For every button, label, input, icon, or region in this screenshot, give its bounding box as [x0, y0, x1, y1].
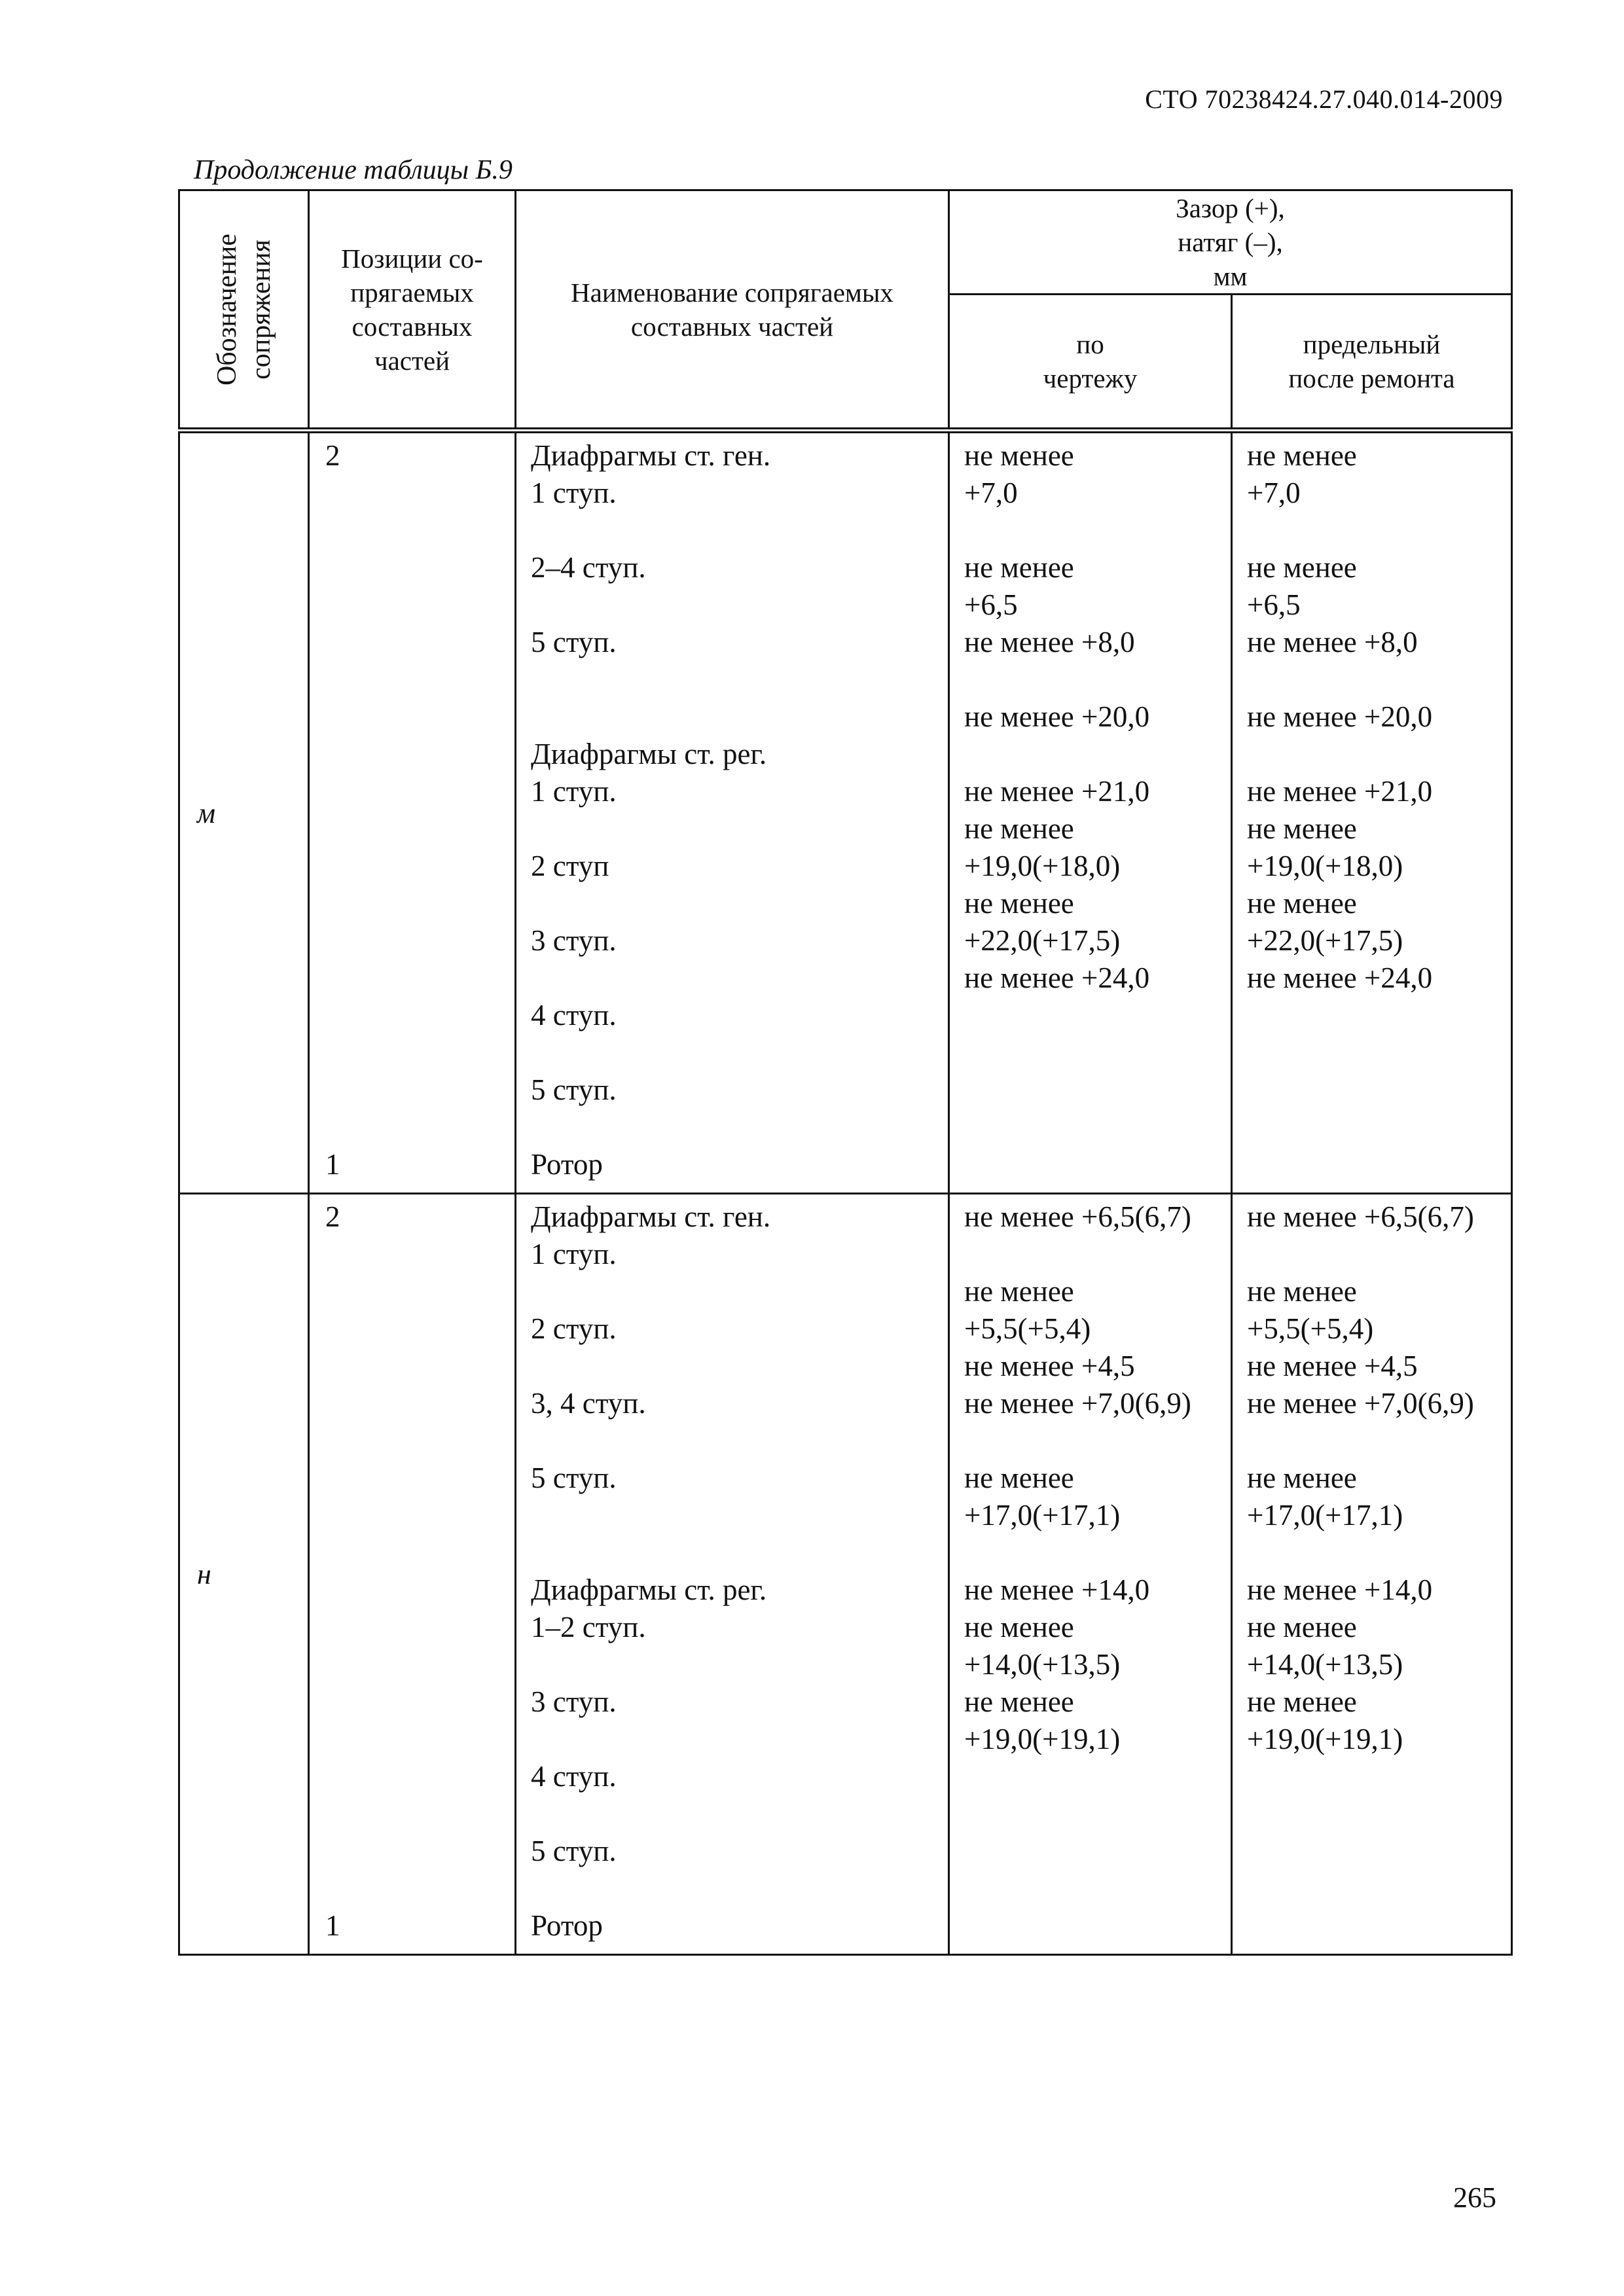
gap-limit-line: не менее +8,0 — [1247, 626, 1418, 658]
part-name-line: Ротор — [531, 1909, 603, 1942]
gap-by-drawing-line — [964, 1034, 1219, 1071]
gap-by-drawing-line: +19,0(+18,0) — [964, 850, 1121, 882]
position-cell — [309, 431, 516, 1194]
part-name-line: 3 ступ. — [531, 924, 617, 957]
position-line — [325, 1721, 503, 1758]
gap-by-drawing-line — [964, 1907, 1219, 1945]
gap-limit-line — [1247, 997, 1499, 1034]
part-name-line — [531, 1422, 936, 1460]
gap-by-drawing-line — [964, 736, 1219, 773]
gap-by-drawing-line — [964, 1071, 1219, 1109]
part-name-cell — [516, 1194, 949, 1955]
gap-limit-line: не менее +14,0 — [1247, 1573, 1433, 1606]
gap-limit-line: +22,0(+17,5) — [1247, 924, 1403, 957]
gap-by-drawing-line: не менее — [964, 439, 1074, 472]
position-line: 2 — [325, 1200, 340, 1233]
gap-by-drawing-line — [964, 1109, 1219, 1146]
gap-by-drawing-line: +17,0(+17,1) — [964, 1499, 1121, 1532]
part-name-line: 1 ступ. — [531, 476, 617, 509]
position-line — [325, 1460, 503, 1497]
position-line — [325, 885, 503, 922]
position-line — [325, 549, 503, 586]
part-name-line — [531, 1348, 936, 1385]
position-line: 2 — [325, 439, 340, 472]
position-line — [325, 1348, 503, 1385]
header-name — [516, 190, 949, 431]
part-name-line — [531, 512, 936, 549]
position-line: 1 — [325, 1909, 340, 1942]
part-name-line — [531, 661, 936, 698]
gap-limit-line — [1247, 1534, 1499, 1571]
part-name-line: 2 ступ — [531, 850, 609, 882]
gap-by-drawing-line: не менее +4,5 — [964, 1350, 1135, 1382]
gap-by-drawing-line — [964, 1758, 1219, 1795]
gap-limit-cell — [1232, 431, 1512, 1194]
part-name-line — [531, 1109, 936, 1146]
header-limit-text: предельный после ремонта — [1288, 329, 1455, 393]
gap-limit-cell — [1232, 1194, 1512, 1955]
gap-limit-line: не менее +20,0 — [1247, 700, 1433, 733]
gap-limit-line — [1247, 736, 1499, 773]
part-name-line: 4 ступ. — [531, 999, 617, 1031]
part-name-line: 3 ступ. — [531, 1685, 617, 1718]
part-name-line: 5 ступ. — [531, 1462, 617, 1494]
gap-by-drawing-line: не менее — [964, 1685, 1074, 1718]
part-name-line — [531, 1273, 936, 1310]
position-line — [325, 960, 503, 997]
gap-by-drawing-line: не менее — [964, 1611, 1074, 1643]
table-caption: Продолжение таблицы Б.9 — [194, 155, 513, 185]
gap-by-drawing-cell — [949, 1194, 1232, 1955]
position-line — [325, 736, 503, 773]
gap-by-drawing-line: +22,0(+17,5) — [964, 924, 1121, 957]
header-gap — [949, 190, 1512, 295]
position-line — [325, 922, 503, 960]
gap-limit-line: не менее — [1247, 887, 1357, 920]
part-name-line — [531, 960, 936, 997]
gap-limit-line: не менее — [1247, 1462, 1357, 1494]
gap-by-drawing-line — [964, 1146, 1219, 1183]
position-line — [325, 1534, 503, 1571]
part-name-line: Диафрагмы ст. рег. — [531, 1573, 767, 1606]
gap-limit-line — [1247, 1795, 1499, 1833]
gap-limit-line: не менее +7,0(6,9) — [1247, 1387, 1474, 1420]
part-name-line: 3, 4 ступ. — [531, 1387, 646, 1420]
part-name-line — [531, 1795, 936, 1833]
gap-limit-line — [1247, 1034, 1499, 1071]
position-line — [325, 1034, 503, 1071]
gap-by-drawing-line: не менее — [964, 551, 1074, 584]
gap-limit-line — [1247, 1870, 1499, 1907]
part-name-line — [531, 810, 936, 848]
header-gap-text: Зазор (+), натяг (–), мм — [1176, 193, 1285, 291]
gap-limit-line — [1247, 1422, 1499, 1460]
gap-limit-line: не менее +21,0 — [1247, 775, 1433, 808]
header-designation — [179, 190, 309, 431]
gap-limit-line — [1247, 1146, 1499, 1183]
position-cell — [309, 1194, 516, 1955]
part-name-line — [531, 1646, 936, 1683]
position-line: 1 — [325, 1148, 340, 1181]
part-name-line: Диафрагмы ст. ген. — [531, 1200, 771, 1233]
part-name-line — [531, 586, 936, 624]
gap-by-drawing-line: не менее +21,0 — [964, 775, 1150, 808]
part-name-line — [531, 1497, 936, 1534]
part-name-cell — [516, 431, 949, 1194]
gap-limit-line — [1247, 661, 1499, 698]
gap-limit-line: не менее — [1247, 551, 1357, 584]
gap-by-drawing-line: не менее — [964, 812, 1074, 845]
gap-by-drawing-line: не менее — [964, 887, 1074, 920]
header-by-drawing-text: по чертежу — [1043, 329, 1138, 393]
position-line — [325, 1497, 503, 1534]
part-name-line — [531, 1721, 936, 1758]
position-line — [325, 1385, 503, 1422]
part-name-line: 1 ступ. — [531, 1238, 617, 1270]
gap-by-drawing-line: не менее +24,0 — [964, 961, 1150, 994]
gap-by-drawing-line: не менее +14,0 — [964, 1573, 1150, 1606]
gap-limit-line: +5,5(+5,4) — [1247, 1312, 1374, 1345]
gap-by-drawing-line — [964, 1833, 1219, 1870]
position-line — [325, 1236, 503, 1273]
table-body — [179, 431, 1512, 1955]
gap-limit-line: не менее +4,5 — [1247, 1350, 1418, 1382]
part-name-line: 4 ступ. — [531, 1760, 617, 1793]
header-positions-text: Позиции со- прягаемых составных частей — [341, 243, 483, 376]
header-by-drawing — [949, 295, 1232, 431]
part-name-line: 1 ступ. — [531, 775, 617, 808]
gap-limit-line — [1247, 1907, 1499, 1945]
gap-limit-line: не менее — [1247, 1611, 1357, 1643]
gap-by-drawing-line: не менее +7,0(6,9) — [964, 1387, 1191, 1420]
header-designation-text: Обозначение сопряжения — [211, 233, 276, 386]
gap-limit-line: не менее +6,5(6,7) — [1247, 1200, 1474, 1233]
gap-by-drawing-line — [964, 661, 1219, 698]
part-name-line — [531, 698, 936, 736]
part-name-line — [531, 885, 936, 922]
gap-by-drawing-line — [964, 512, 1219, 549]
part-name-line — [531, 1034, 936, 1071]
header-name-text: Наименование сопрягаемых составных частей — [571, 277, 893, 342]
position-line — [325, 1109, 503, 1146]
gap-by-drawing-line: не менее +8,0 — [964, 626, 1135, 658]
gap-by-drawing-line: не менее +6,5(6,7) — [964, 1200, 1191, 1233]
position-line — [325, 1571, 503, 1609]
gap-by-drawing-line: +6,5 — [964, 588, 1018, 621]
part-name-line: 5 ступ. — [531, 1073, 617, 1106]
part-name-line: 2–4 ступ. — [531, 551, 646, 584]
gap-limit-line — [1247, 512, 1499, 549]
gap-by-drawing-line — [964, 1795, 1219, 1833]
gap-by-drawing-line: не менее — [964, 1462, 1074, 1494]
gap-limit-line: +19,0(+19,1) — [1247, 1723, 1403, 1755]
position-line — [325, 1609, 503, 1646]
header-positions — [309, 190, 516, 431]
position-line — [325, 810, 503, 848]
part-name-line — [531, 1534, 936, 1571]
position-line — [325, 1273, 503, 1310]
joint-designation: н — [179, 1194, 309, 1955]
header-limit — [1232, 295, 1512, 431]
gap-limit-line: +7,0 — [1247, 476, 1301, 509]
position-line — [325, 661, 503, 698]
gap-limit-line — [1247, 1833, 1499, 1870]
gap-by-drawing-line — [964, 1534, 1219, 1571]
part-name-line: Диафрагмы ст. рег. — [531, 738, 767, 770]
part-name-line: 1–2 ступ. — [531, 1611, 646, 1643]
gap-by-drawing-line: не менее +20,0 — [964, 700, 1150, 733]
document-code: СТО 70238424.27.040.014-2009 — [1145, 84, 1503, 114]
clearance-table — [178, 189, 1513, 1956]
position-line — [325, 512, 503, 549]
part-name-line: 2 ступ. — [531, 1312, 617, 1345]
part-name-line: Диафрагмы ст. ген. — [531, 439, 771, 472]
position-line — [325, 997, 503, 1034]
gap-limit-line — [1247, 1071, 1499, 1109]
position-line — [325, 1758, 503, 1795]
part-name-line: 5 ступ. — [531, 626, 617, 658]
position-line — [325, 1422, 503, 1460]
position-line — [325, 1646, 503, 1683]
position-line — [325, 1683, 503, 1721]
gap-by-drawing-line: +7,0 — [964, 476, 1018, 509]
gap-limit-line: не менее — [1247, 812, 1357, 845]
gap-limit-line: +6,5 — [1247, 588, 1301, 621]
part-name-line: Ротор — [531, 1148, 603, 1181]
part-name-line: 5 ступ. — [531, 1835, 617, 1867]
position-line — [325, 773, 503, 810]
gap-by-drawing-line: не менее — [964, 1275, 1074, 1308]
joint-designation: м — [179, 431, 309, 1194]
gap-by-drawing-cell — [949, 431, 1232, 1194]
position-line — [325, 1310, 503, 1348]
position-line — [325, 475, 503, 512]
gap-by-drawing-line: +14,0(+13,5) — [964, 1648, 1121, 1681]
table-row — [179, 1194, 1512, 1955]
gap-limit-line — [1247, 1236, 1499, 1273]
part-name-line — [531, 1870, 936, 1907]
position-line — [325, 586, 503, 624]
position-line — [325, 1870, 503, 1907]
gap-limit-line: не менее — [1247, 1685, 1357, 1718]
position-line — [325, 848, 503, 885]
gap-limit-line: не менее — [1247, 1275, 1357, 1308]
gap-limit-line: +14,0(+13,5) — [1247, 1648, 1403, 1681]
position-line — [325, 698, 503, 736]
position-line — [325, 1071, 503, 1109]
position-line — [325, 1795, 503, 1833]
gap-limit-line: не менее +24,0 — [1247, 961, 1433, 994]
gap-by-drawing-line — [964, 997, 1219, 1034]
position-line — [325, 624, 503, 661]
gap-limit-line: +17,0(+17,1) — [1247, 1499, 1403, 1532]
gap-by-drawing-line — [964, 1422, 1219, 1460]
gap-by-drawing-line: +19,0(+19,1) — [964, 1723, 1121, 1755]
gap-limit-line: +19,0(+18,0) — [1247, 850, 1403, 882]
gap-limit-line — [1247, 1758, 1499, 1795]
gap-limit-line — [1247, 1109, 1499, 1146]
gap-by-drawing-line — [964, 1236, 1219, 1273]
position-line — [325, 1833, 503, 1870]
table-row — [179, 431, 1512, 1194]
gap-limit-line: не менее — [1247, 439, 1357, 472]
gap-by-drawing-line — [964, 1870, 1219, 1907]
gap-by-drawing-line: +5,5(+5,4) — [964, 1312, 1091, 1345]
page-number: 265 — [1453, 2181, 1496, 2214]
